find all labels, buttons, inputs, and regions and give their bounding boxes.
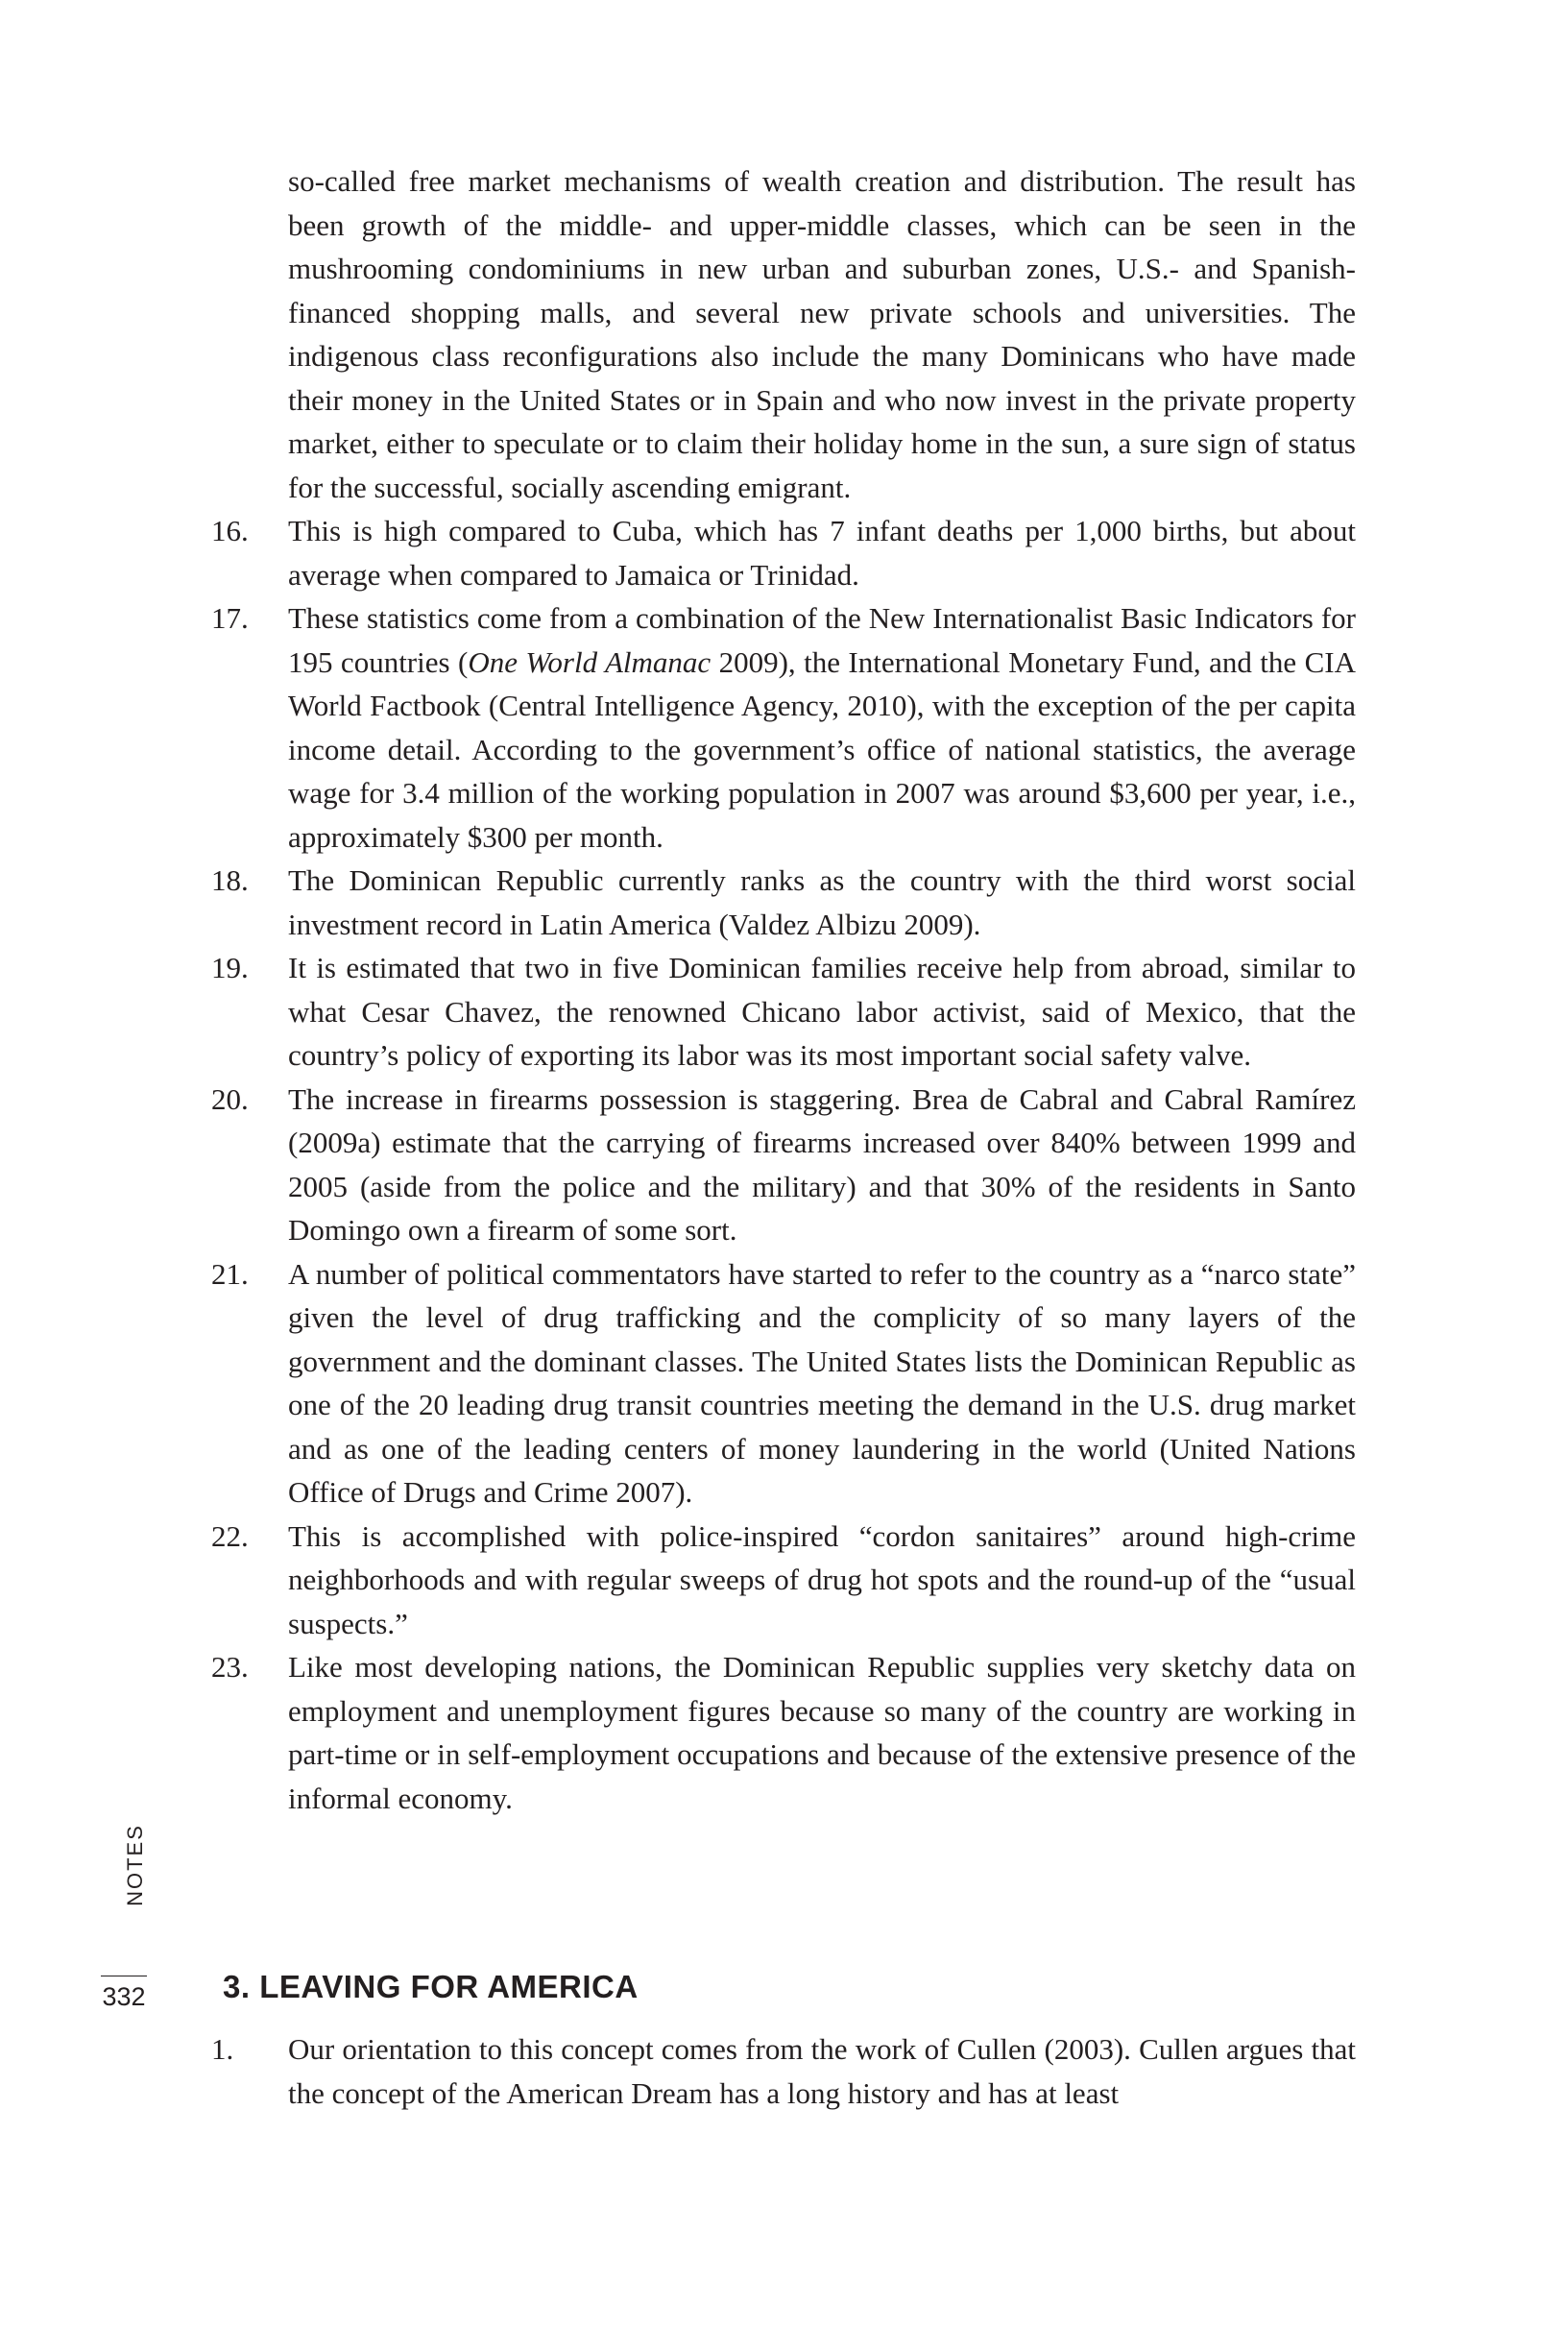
note-text-before: These statistics come from a combination of the New Internationalist Basic Indicators for 195 countries (: [288, 601, 1356, 679]
notes-label: NOTES: [123, 1823, 147, 1906]
note-20: [211, 1078, 1356, 1252]
note-number: 19.: [211, 951, 249, 984]
note-text: The Dominican Republic currently ranks as the country with the third worst social investment record in Latin America (Valdez Albizu 2009).: [288, 863, 1356, 941]
note-text: Like most developing nations, the Dominican Republic supplies very sketchy data on employment and unemployment figures because so many of the country are working in part-time or in self-employment occupations and because of the extensive presence of the informal economy.: [288, 1650, 1356, 1815]
note-number: 23.: [211, 1650, 249, 1684]
note-21: [211, 1252, 1356, 1515]
note-text: The increase in firearms possession is staggering. Brea de Cabral and Cabral Ramírez (2009a) estimate that the carrying of firearms increased over 840% between 1999 and 2005 (aside from the police and the military) and that 30% of the residents in Santo Domingo own a firearm of some sort.: [288, 1081, 1356, 1247]
note-number: 17.: [211, 601, 249, 635]
note-18: [211, 859, 1356, 946]
chapter-notes-list: [211, 2027, 1356, 2115]
notes-list: [211, 159, 1356, 1820]
note-17: [211, 596, 1356, 859]
note-number: 16.: [211, 514, 249, 547]
note-text-after: 2009), the International Monetary Fund, and the CIA World Factbook (Central Intelligence Agency, 2010), with the exception of the per capita income detail. According to the government’s office of national statistics, the average wage for 3.4 million of the working population in 2007 was around $3,600 per year, i.e., approximately $300 per month.: [288, 644, 1356, 854]
note-text: A number of political commentators have started to refer to the country as a “narco state” given the level of drug trafficking and the complicity of so many layers of the government and the dominant classes. The United States lists the Dominican Republic as one of the 20 leading drug transit countries meeting the demand in the U.S. drug market and as one of the leading centers of money laundering in the world (United Nations Office of Drugs and Crime 2007).: [288, 1256, 1356, 1509]
note-text: Our orientation to this concept comes from the work of Cullen (2003). Cullen argues that the concept of the American Dream has a long history and has at least: [288, 2032, 1356, 2110]
note-text: This is accomplished with police-inspired “cordon sanitaires” around high-crime neighborhoods and with regular sweeps of drug hot spots and the round-up of the “usual suspects.”: [288, 1518, 1356, 1640]
chapter-note-1: [211, 2027, 1356, 2115]
note-number: 1.: [211, 2032, 234, 2066]
page-number: 332: [102, 1982, 146, 2011]
note-number: 22.: [211, 1518, 249, 1553]
note-number: 21.: [211, 1256, 249, 1291]
note-text: [288, 596, 1356, 859]
running-section-label: [121, 1818, 150, 1911]
note-22: [211, 1515, 1356, 1646]
note-text: It is estimated that two in five Dominican families receive help from abroad, similar to what Cesar Chavez, the renowned Chicano labor activist, said of Mexico, that the country’s policy of exporting its labor was its most important social safety valve.: [288, 951, 1356, 1072]
book-title-italic: One World Almanac: [468, 644, 712, 679]
note-number: 20.: [211, 1081, 249, 1116]
note-19: [211, 946, 1356, 1078]
note-number: 18.: [211, 863, 249, 897]
note-23: [211, 1645, 1356, 1820]
note-16: [211, 509, 1356, 596]
chapter-heading: 3. LEAVING FOR AMERICA: [223, 1969, 639, 2004]
note-text: This is high compared to Cuba, which has 7 infant deaths per 1,000 births, but about average when compared to Jamaica or Trinidad.: [288, 514, 1356, 592]
continued-note-text: so-called free market mechanisms of wealth creation and distribution. The result has been growth of the middle- and upper-middle classes, which can be seen in the mushrooming condominiums in new urban and suburban zones, U.S.- and Spanish-financed shopping malls, and several new private schools and universities. The indigenous class reconfigurations also include the many Dominicans who have made their money in the United States or in Spain and who now invest in the private property market, either to speculate or to claim their holiday home in the sun, a sure sign of status for the successful, socially ascending emigrant.: [288, 164, 1356, 504]
